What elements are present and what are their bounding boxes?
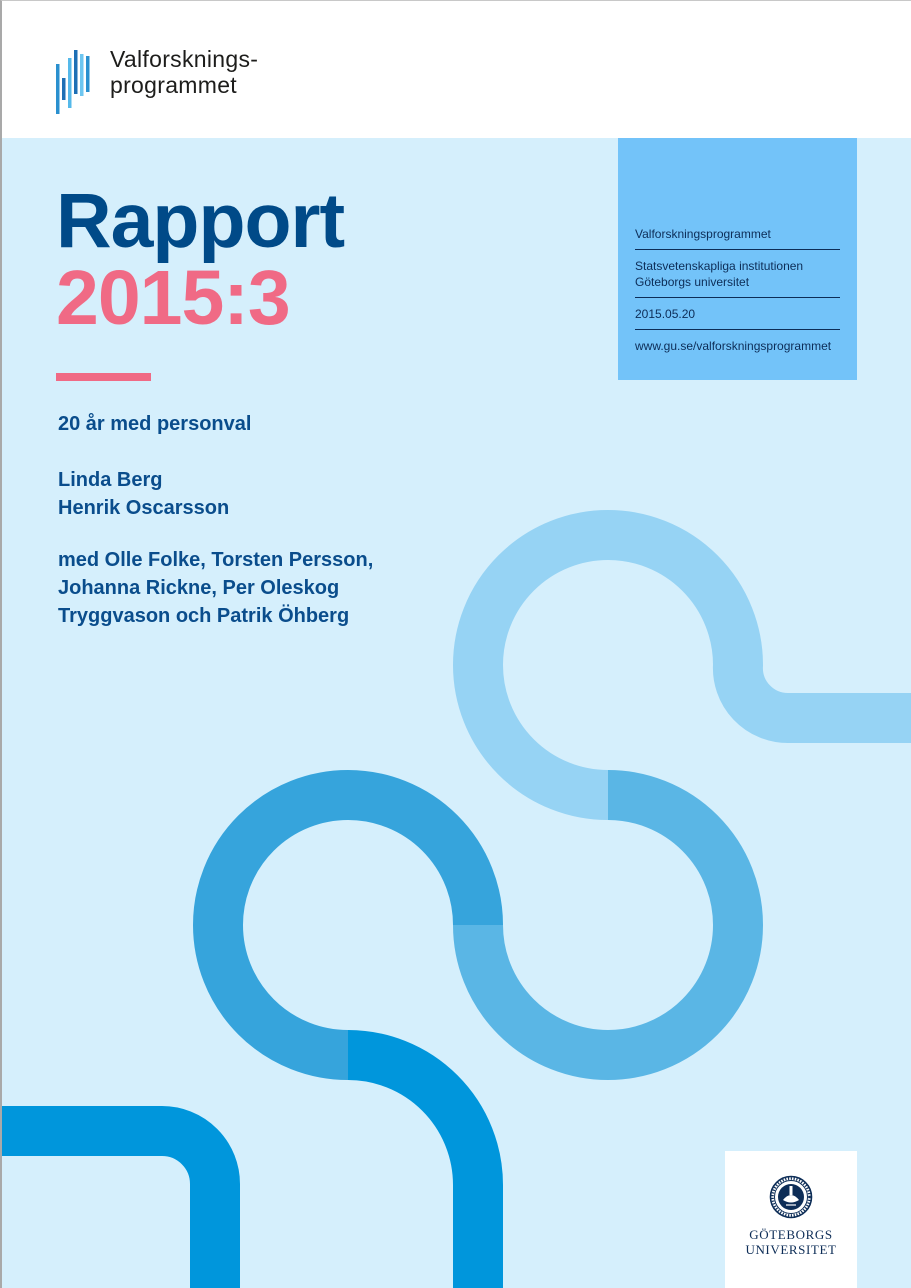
bar-chart-logo-icon xyxy=(56,50,90,114)
info-url xyxy=(635,338,840,361)
university-seal-icon xyxy=(769,1175,813,1219)
page-header xyxy=(0,0,911,138)
info-institution-line-2: Göteborgs universitet xyxy=(635,275,750,289)
university-name xyxy=(725,1227,857,1257)
author-list xyxy=(58,466,229,522)
university-name-line-1: GÖTEBORGS xyxy=(749,1227,833,1242)
mid-arc-curve xyxy=(478,795,738,1055)
info-institution-line-1: Statsvetenskapliga institutionen xyxy=(635,259,804,273)
contributor-line: Tryggvason och Patrik Öhberg xyxy=(58,605,350,627)
contributor-line: med Olle Folke, Torsten Persson, xyxy=(58,549,374,571)
author-name: Henrik Oscarsson xyxy=(58,497,230,519)
report-title: Rapport xyxy=(56,178,345,264)
medium-arc-curve xyxy=(218,795,478,1055)
info-date xyxy=(635,306,840,330)
university-name-line-2: UNIVERSITET xyxy=(745,1242,837,1257)
dark-arc-curve xyxy=(348,1055,478,1288)
cover-panel xyxy=(0,138,911,1288)
info-date-text: 2015.05.20 xyxy=(635,307,696,321)
info-program xyxy=(635,226,840,250)
info-program-text: Valforskningsprogrammet xyxy=(635,227,771,241)
publication-info-box xyxy=(618,138,857,380)
info-url-link[interactable]: www.gu.se/valforskningsprogrammet xyxy=(635,339,832,353)
author-name: Linda Berg xyxy=(58,469,163,491)
dark-bottom-curve xyxy=(0,1131,215,1288)
info-institution xyxy=(635,258,840,298)
report-number: 2015:3 xyxy=(56,255,290,341)
light-arc-curve xyxy=(478,535,911,795)
university-logo xyxy=(725,1151,857,1288)
report-subtitle: 20 år med personval xyxy=(58,413,252,435)
contributor-list xyxy=(58,546,373,630)
accent-bar xyxy=(56,373,151,381)
contributor-line: Johanna Rickne, Per Oleskog xyxy=(58,577,340,599)
program-logo-text xyxy=(110,46,258,98)
logo-line-1: Valforsknings- xyxy=(110,46,259,72)
logo-line-2: programmet xyxy=(110,72,237,98)
